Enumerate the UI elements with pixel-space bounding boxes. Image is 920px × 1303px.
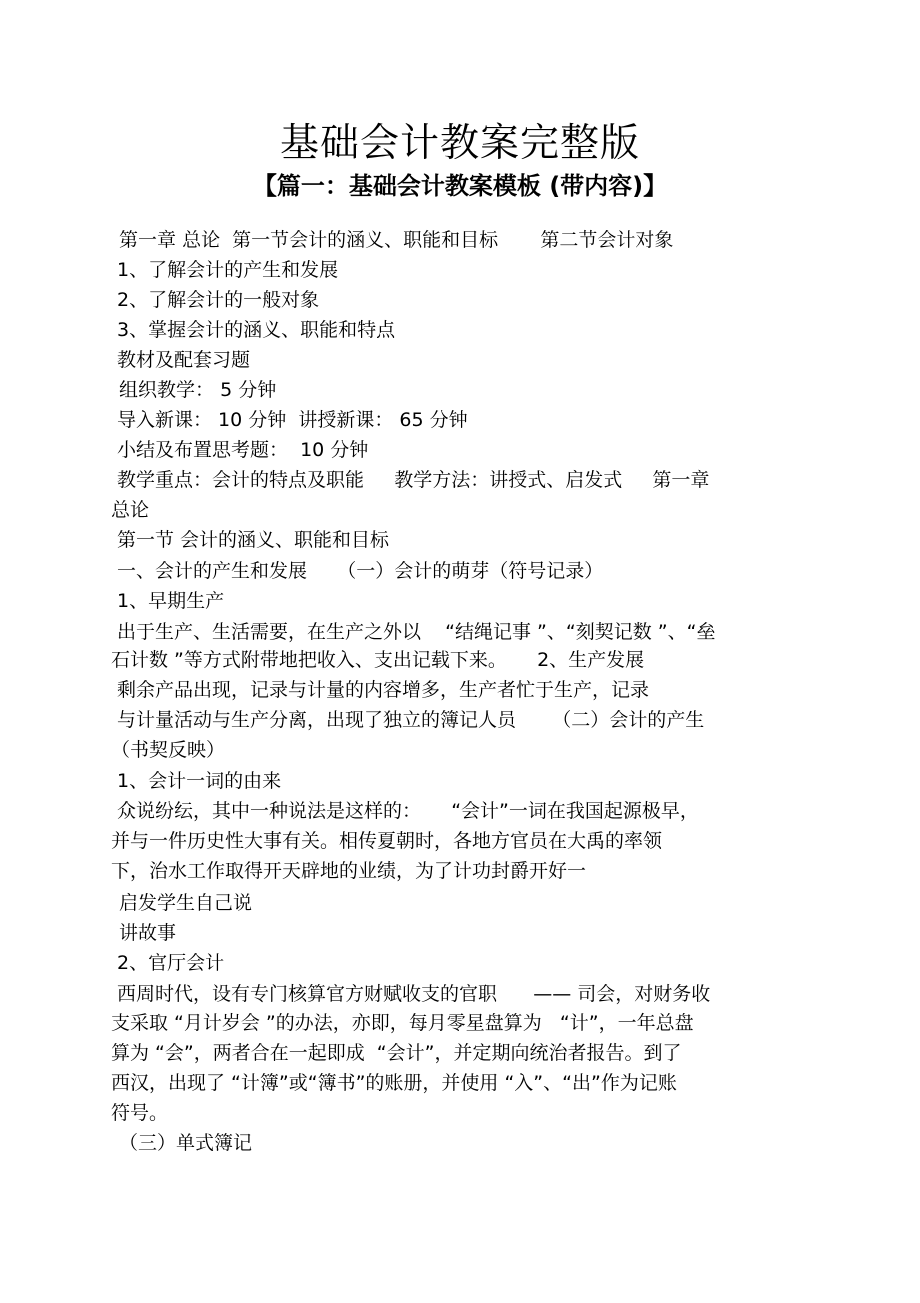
text-line: 1、了解会计的产生和发展 (117, 259, 339, 281)
text-line: 2、官厅会计 (117, 952, 225, 974)
text-line: 众说纷纭，其中一种说法是这样的： “会计”一词在我国起源极早， (117, 800, 699, 822)
text-line: 1、早期生产 (117, 590, 225, 612)
text-line: 第一章 总论 第一节会计的涵义、职能和目标 第二节会计对象 (113, 229, 674, 251)
text-line: 下，治水工作取得开天辟地的业绩，为了计功封爵开好一 (111, 860, 587, 882)
text-line: 与计量活动与生产分离，出现了独立的簿记人员 （二）会计的产生 (117, 709, 705, 731)
text-line: 3、掌握会计的涵义、职能和特点 (117, 319, 396, 341)
text-line: 西周时代，设有专门核算官方财赋收支的官职 —— 司会，对财务收 (117, 983, 711, 1005)
text-line: 西汉，出现了 “计簿”或“簿书”的账册，并使用 “入”、“出”作为记账 (111, 1072, 677, 1094)
document-title: 基础会计教案完整版 (279, 121, 640, 166)
text-line: 石计数 ”等方式附带地把收入、支出记载下来。 2、生产发展 (111, 649, 645, 671)
text-line: 讲故事 (113, 922, 177, 944)
document-subtitle: 【篇一：基础会计教案模板 (带内容)】 (252, 172, 668, 200)
text-line: 一、会计的产生和发展 （一）会计的萌芽（符号记录） (117, 560, 604, 582)
text-line: （书契反映） (111, 739, 226, 761)
text-line: 算为 “会”，两者合在一起即成 “会计”，并定期向统治者报告。到了 (111, 1042, 682, 1064)
text-line: 总论 (111, 499, 150, 521)
text-line: 小结及布置思考题： 10 分钟 (117, 439, 369, 461)
text-line: 并与一件历史性大事有关。相传夏朝时，各地方官员在大禹的率领 (111, 830, 663, 852)
text-line: 教学重点：会计的特点及职能 教学方法：讲授式、启发式 第一章 (117, 469, 710, 491)
text-line: （三）单式簿记 (113, 1132, 253, 1154)
text-line: 启发学生自己说 (113, 892, 253, 914)
text-line: 导入新课： 10 分钟 讲授新课： 65 分钟 (117, 409, 468, 431)
text-line: 教材及配套习题 (117, 349, 251, 371)
text-line: 2、了解会计的一般对象 (117, 289, 320, 311)
text-line: 出于生产、生活需要，在生产之外以 “结绳记事 ”、“刻契记数 ”、“垒 (117, 621, 716, 643)
text-line: 支采取 “月计岁会 ”的办法，亦即，每月零星盘算为 “计”，一年总盘 (111, 1012, 694, 1034)
text-line: 符号。 (111, 1102, 169, 1124)
text-line: 1、会计一词的由来 (117, 770, 282, 792)
text-line: 第一节 会计的涵义、职能和目标 (117, 529, 390, 551)
text-line: 组织教学： 5 分钟 (113, 379, 277, 401)
text-line: 剩余产品出现，记录与计量的内容增多，生产者忙于生产，记录 (117, 679, 650, 701)
